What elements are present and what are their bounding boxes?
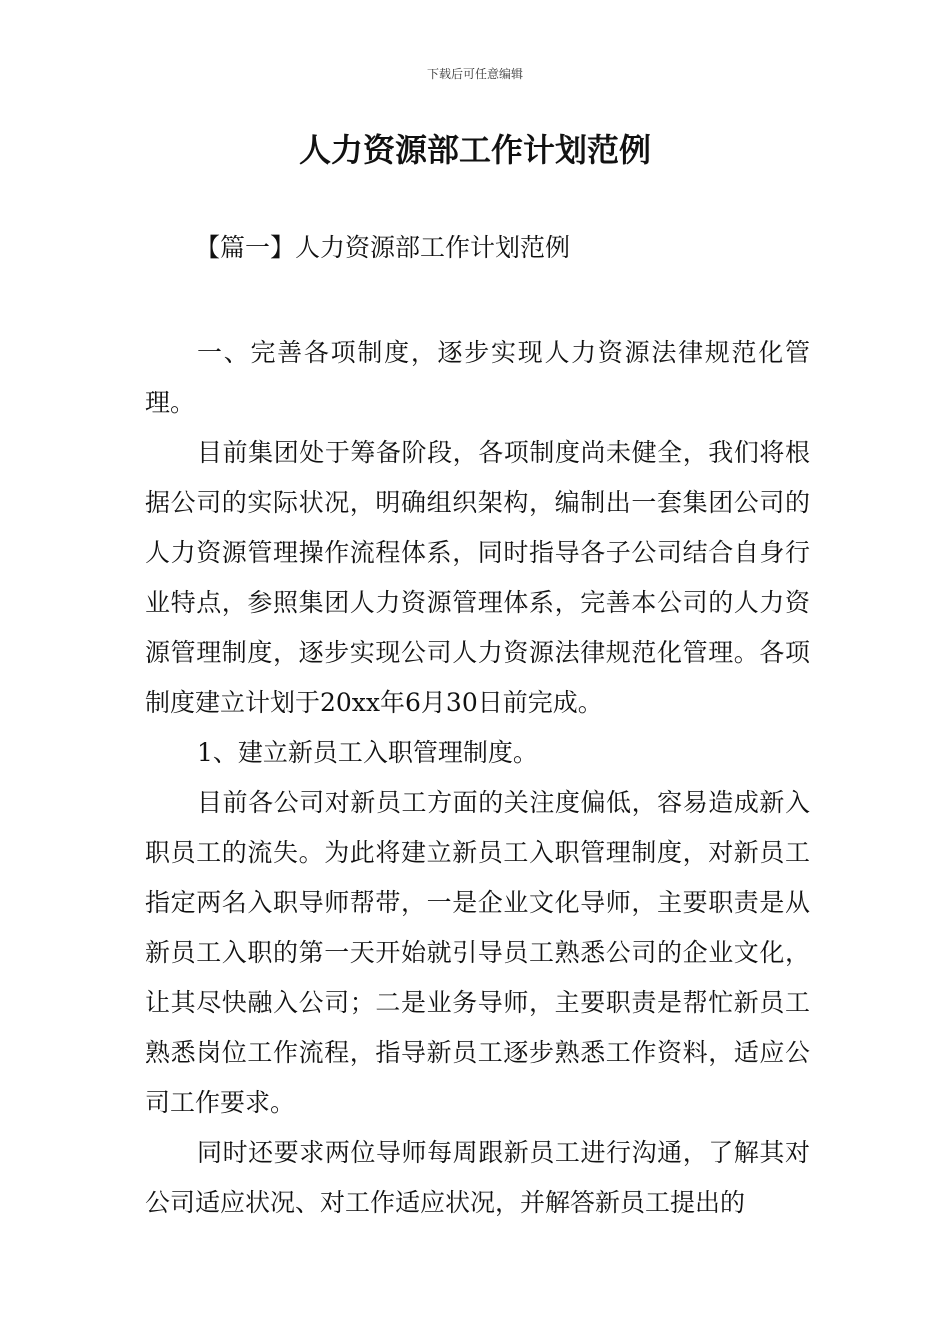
document-title: 人力资源部工作计划范例 (298, 131, 651, 169)
header-note: 下载后可任意编辑 (426, 67, 523, 81)
paragraph-policy-heading: 一、完善各项制度，逐步实现人力资源法律规范化管理。 (145, 338, 810, 417)
paragraph-mentor-communication: 同时还要求两位导师每周跟新员工进行沟通，了解其对公司适应状况、对工作适应状况，并解答新员工提出的 (145, 1138, 810, 1217)
paragraph-policy-detail: 目前集团处于筹备阶段，各项制度尚未健全，我们将根据公司的实际状况，明确组织架构，编制出一套集团公司的人力资源管理操作流程体系，同时指导各子公司结合自身行业特点，参照集团人力资源管理体系，完善本公司的人力资源管理制度，逐步实现公司人力资源法律规范化管理。各项制度建立计划于20xx年6月30日前完成。 (145, 438, 810, 717)
paragraph-onboarding-detail: 目前各公司对新员工方面的关注度偏低，容易造成新入职员工的流失。为此将建立新员工入职管理制度，对新员工指定两名入职导师帮带，一是企业文化导师，主要职责是从新员工入职的第一天开始就引导员工熟悉公司的企业文化，让其尽快融入公司；二是业务导师，主要职责是帮忙新员工熟悉岗位工作流程，指导新员工逐步熟悉工作资料，适应公司工作要求。 (145, 788, 810, 1117)
document-body (145, 328, 810, 1228)
paragraph-onboarding-heading: 1、建立新员工入职管理制度。 (197, 738, 538, 767)
section-heading: 【篇一】人力资源部工作计划范例 (195, 233, 571, 262)
